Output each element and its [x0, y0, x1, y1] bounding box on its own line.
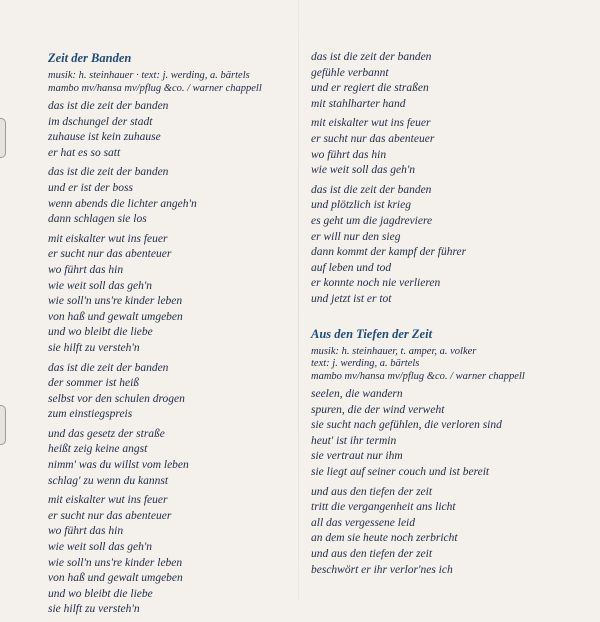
lyric-line: und wo bleibt die liebe	[48, 326, 153, 339]
lyric-line: heut' ist ihr termin	[311, 434, 397, 447]
lyric-line: wie weit soll das geh'n	[48, 279, 153, 292]
lyric-line: von haß und gewalt umgeben	[48, 572, 183, 585]
song-credits	[48, 70, 288, 95]
lyric-line: das ist die zeit der banden	[311, 183, 432, 196]
stanza	[48, 99, 288, 161]
lyric-line: er will nur den sieg	[311, 230, 401, 243]
lyric-line: spuren, die der wind verweht	[311, 403, 445, 416]
lyric-line: nimm' was du willst vom leben	[48, 459, 189, 472]
lyric-line: wie weit soll das geh'n	[311, 164, 416, 177]
lyric-line: und wo bleibt die liebe	[48, 587, 153, 600]
stanza	[311, 387, 581, 481]
lyric-line: heißt zeig keine angst	[48, 443, 148, 456]
lyric-line: und er ist der boss	[48, 181, 133, 194]
lyric-line: wenn abends die lichter angeh'n	[48, 197, 197, 210]
credit-line: text: j. werding, a. bärtels	[311, 358, 420, 369]
lyric-line: im dschungel der stadt	[48, 115, 153, 128]
lyric-line: der sommer ist heiß	[48, 377, 140, 390]
lyric-line: wo führt das hin	[48, 263, 124, 276]
lyric-line: und er regiert die straßen	[311, 82, 429, 95]
lyrics-body	[48, 99, 288, 618]
lyrics-body	[311, 387, 581, 578]
lyric-line: sie liegt auf seiner couch und ist bereit	[311, 465, 490, 478]
lyric-line: er sucht nur das abenteuer	[48, 509, 172, 522]
stanza	[48, 361, 288, 423]
stanza	[311, 485, 581, 579]
lyric-line: das ist die zeit der banden	[48, 361, 169, 374]
lyric-line: und jetzt ist er tot	[311, 292, 392, 305]
credit-line: mambo mv/hansa mv/pflug &co. / warner chappell	[48, 82, 262, 94]
lyric-line: wo führt das hin	[48, 525, 124, 538]
credit-line: mambo mv/hansa mv/pflug &co. / warner chappell	[311, 370, 525, 382]
binder-clip-bottom	[0, 405, 6, 445]
lyric-line: er sucht nur das abenteuer	[48, 248, 172, 261]
lyric-line: und plötzlich ist krieg	[311, 199, 411, 212]
stanza	[48, 165, 288, 227]
lyric-line: seelen, die wandern	[311, 388, 403, 400]
lyric-line: dann schlagen sie los	[48, 213, 147, 226]
credit-line: musik: h. steinhauer, t. amper, a. volker	[311, 345, 477, 357]
lyric-line: und das gesetz der straße	[48, 427, 165, 440]
lyric-line: beschwört er ihr verlor'nes ich	[311, 563, 453, 576]
lyric-line: und aus den tiefen der zeit	[311, 547, 433, 560]
lyric-line: das ist die zeit der banden	[48, 100, 169, 112]
lyric-line: sie sucht nach gefühlen, die verloren sind	[311, 419, 502, 432]
lyric-line: dann kommt der kampf der führer	[311, 246, 467, 259]
lyric-line: tritt die vergangenheit ans licht	[311, 501, 456, 514]
page-fold	[298, 0, 299, 600]
lyric-line: und aus den tiefen der zeit	[311, 485, 433, 498]
lyric-line: zuhause ist kein zuhause	[48, 131, 161, 144]
stanza	[311, 183, 581, 308]
lyric-line: zum einstiegspreis	[48, 408, 133, 421]
lyric-line: wo führt das hin	[311, 148, 387, 161]
lyric-line: von haß und gewalt umgeben	[48, 310, 183, 323]
lyric-line: mit eiskalter wut ins feuer	[311, 117, 431, 130]
credit-line: musik: h. steinhauer · text: j. werding, a. bärtels	[48, 70, 250, 81]
lyric-line: mit eiskalter wut ins feuer	[48, 494, 168, 507]
lyric-line: auf leben und tod	[311, 261, 392, 274]
lyric-line: schlag' zu wenn du kannst	[48, 474, 169, 487]
lyric-line: gefühle verbannt	[311, 66, 389, 79]
lyric-line: sie vertraut nur ihm	[311, 450, 403, 463]
stanza	[311, 116, 581, 178]
lyric-line: er sucht nur das abenteuer	[311, 132, 435, 145]
lyric-line: wie soll'n uns're kinder leben	[48, 556, 183, 569]
song-credits	[311, 346, 581, 384]
lyric-line: sie hilft zu versteh'n	[48, 603, 140, 616]
lyric-line: an dem sie heute noch zerbricht	[311, 532, 458, 545]
lyric-line: sie hilft zu versteh'n	[48, 341, 140, 354]
stanza	[48, 232, 288, 357]
stanza	[311, 50, 581, 112]
lyric-line: das ist die zeit der banden	[311, 51, 432, 63]
lyric-line: er hat es so satt	[48, 146, 121, 159]
stanza	[48, 427, 288, 489]
lyric-line: das ist die zeit der banden	[48, 166, 169, 179]
right-column	[311, 50, 581, 582]
lyric-line: mit stahlharter hand	[311, 97, 406, 110]
lyric-line: selbst vor den schulen drogen	[48, 392, 185, 405]
left-column	[48, 50, 288, 622]
lyric-line: es geht um die jagdreviere	[311, 214, 433, 227]
binder-clip-top	[0, 118, 6, 158]
lyric-line: all das vergessene leid	[311, 516, 416, 529]
lyric-line: wie weit soll das geh'n	[48, 541, 153, 554]
lyric-line: er konnte noch nie verlieren	[311, 277, 441, 290]
lyrics-body-continued	[311, 50, 581, 308]
lyric-line: wie soll'n uns're kinder leben	[48, 295, 183, 308]
song-title: Zeit der Banden	[48, 51, 132, 65]
lyric-line: mit eiskalter wut ins feuer	[48, 232, 168, 245]
stanza	[48, 493, 288, 618]
song-title: Aus den Tiefen der Zeit	[311, 326, 433, 341]
